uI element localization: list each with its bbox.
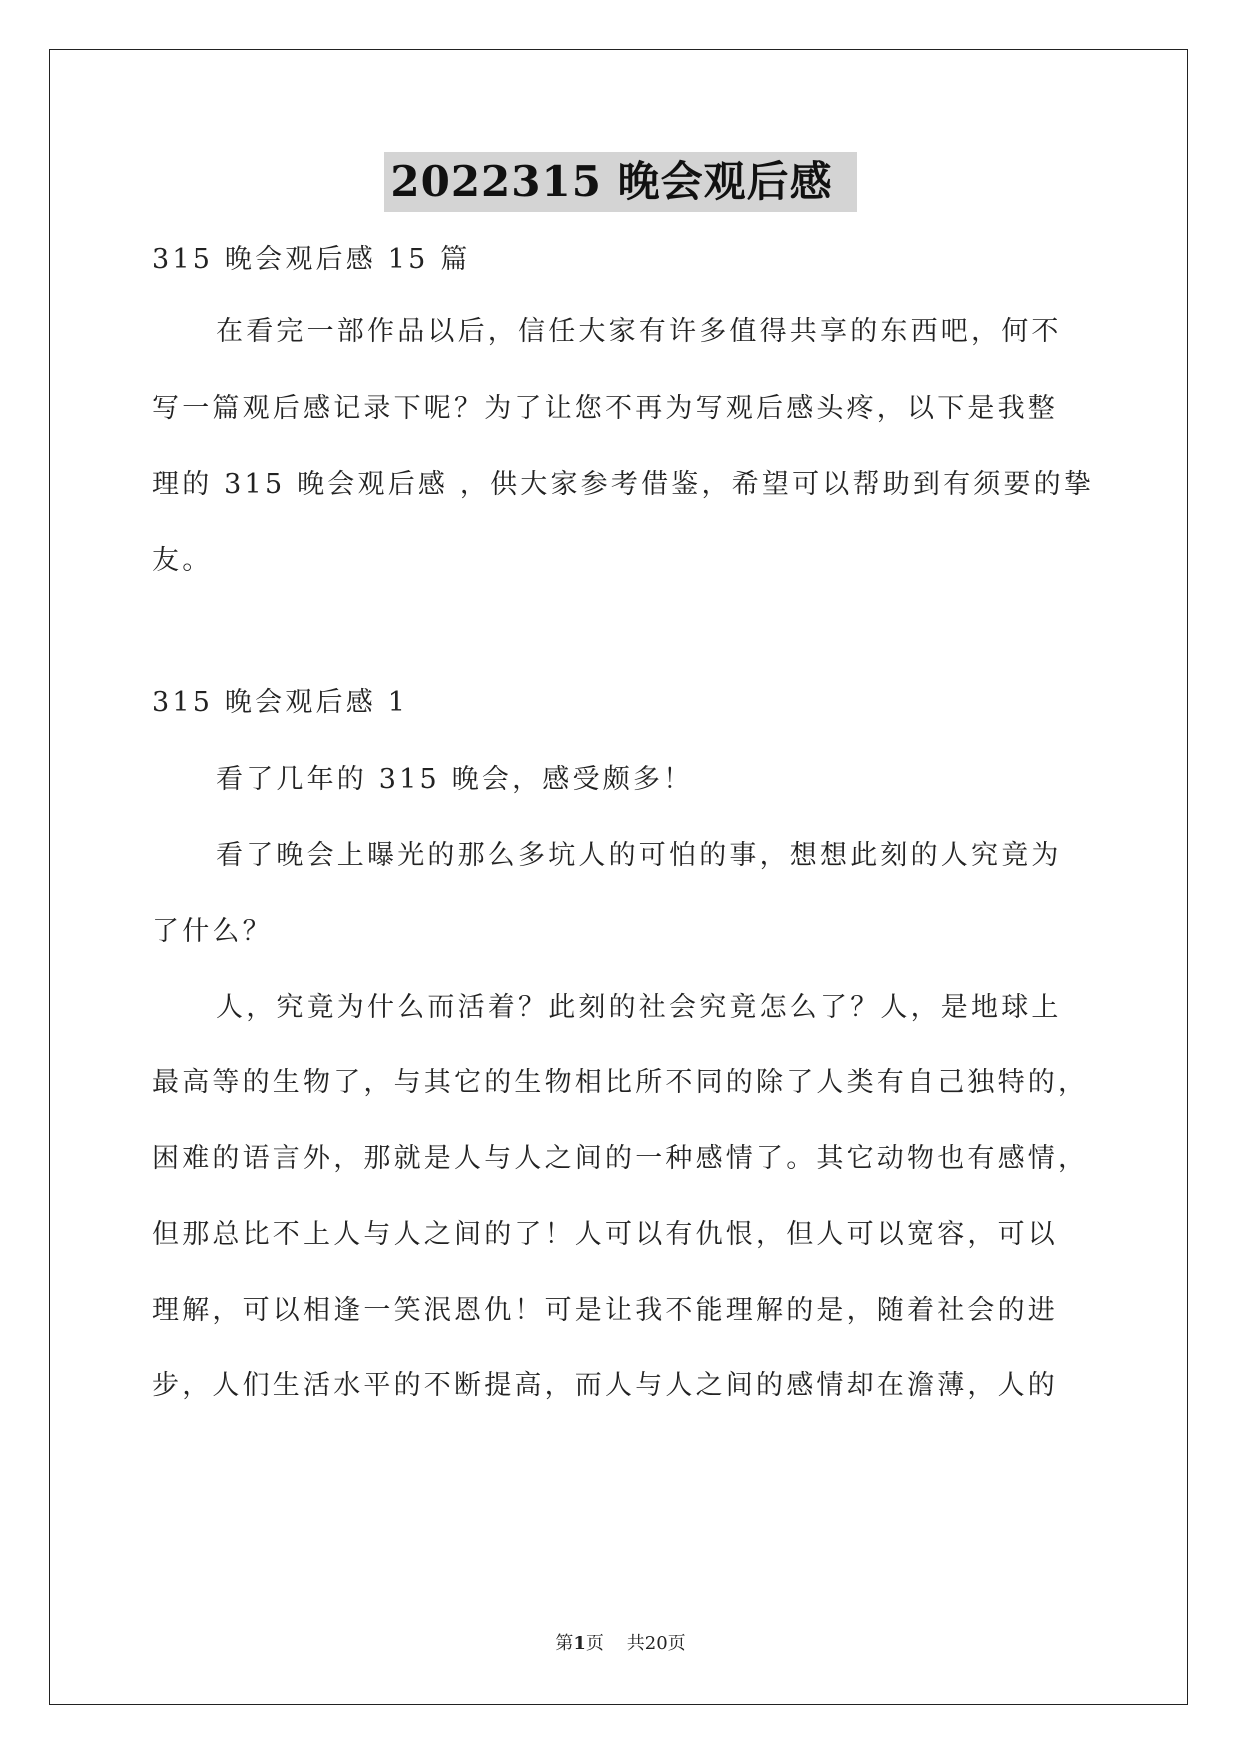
body-line: 但那总比不上人与人之间的了！人可以有仇恨，但人可以宽容，可以	[152, 1219, 1058, 1250]
body-line: 步，人们生活水平的不断提高，而人与人之间的感情却在澹薄，人的	[152, 1370, 1058, 1401]
title-container	[0, 152, 1241, 212]
body-line: 理解，可以相逢一笑泯恩仇！可是让我不能理解的是，随着社会的进	[152, 1295, 1058, 1326]
document-subtitle: 315 晚会观后感 15 篇	[152, 244, 471, 275]
intro-line: 在看完一部作品以后，信任大家有许多值得共享的东西吧，何不	[216, 316, 1062, 347]
body-line: 看了晚会上曝光的那么多坑人的可怕的事，想想此刻的人究竟为	[216, 840, 1062, 871]
intro-line: 友。	[152, 545, 213, 576]
page-footer	[0, 1632, 1241, 1656]
page-suffix: 页	[585, 1633, 604, 1654]
body-line: 看了几年的 315 晚会，感受颇多！	[216, 764, 694, 795]
body-line: 了什么？	[152, 916, 273, 947]
document-title: 2022315 晚会观后感	[384, 152, 856, 212]
total-suffix: 页	[667, 1633, 686, 1654]
page-border	[49, 49, 1188, 1705]
section-heading: 315 晚会观后感 1	[152, 687, 409, 718]
body-line: 最高等的生物了，与其它的生物相比所不同的除了人类有自己独特的，	[152, 1067, 1089, 1098]
intro-line: 写一篇观后感记录下呢？为了让您不再为写观后感头疼，以下是我整	[152, 393, 1058, 424]
total-prefix: 共	[626, 1633, 645, 1654]
page-number: 1	[573, 1633, 586, 1654]
body-line: 困难的语言外，那就是人与人之间的一种感情了。其它动物也有感情，	[152, 1143, 1089, 1174]
intro-line: 理的 315 晚会观后感 ，供大家参考借鉴，希望可以帮助到有须要的挚	[152, 469, 1095, 500]
total-pages: 20	[644, 1633, 668, 1654]
page-prefix: 第	[555, 1633, 574, 1654]
body-line: 人，究竟为什么而活着？此刻的社会究竟怎么了？人，是地球上	[216, 992, 1062, 1023]
